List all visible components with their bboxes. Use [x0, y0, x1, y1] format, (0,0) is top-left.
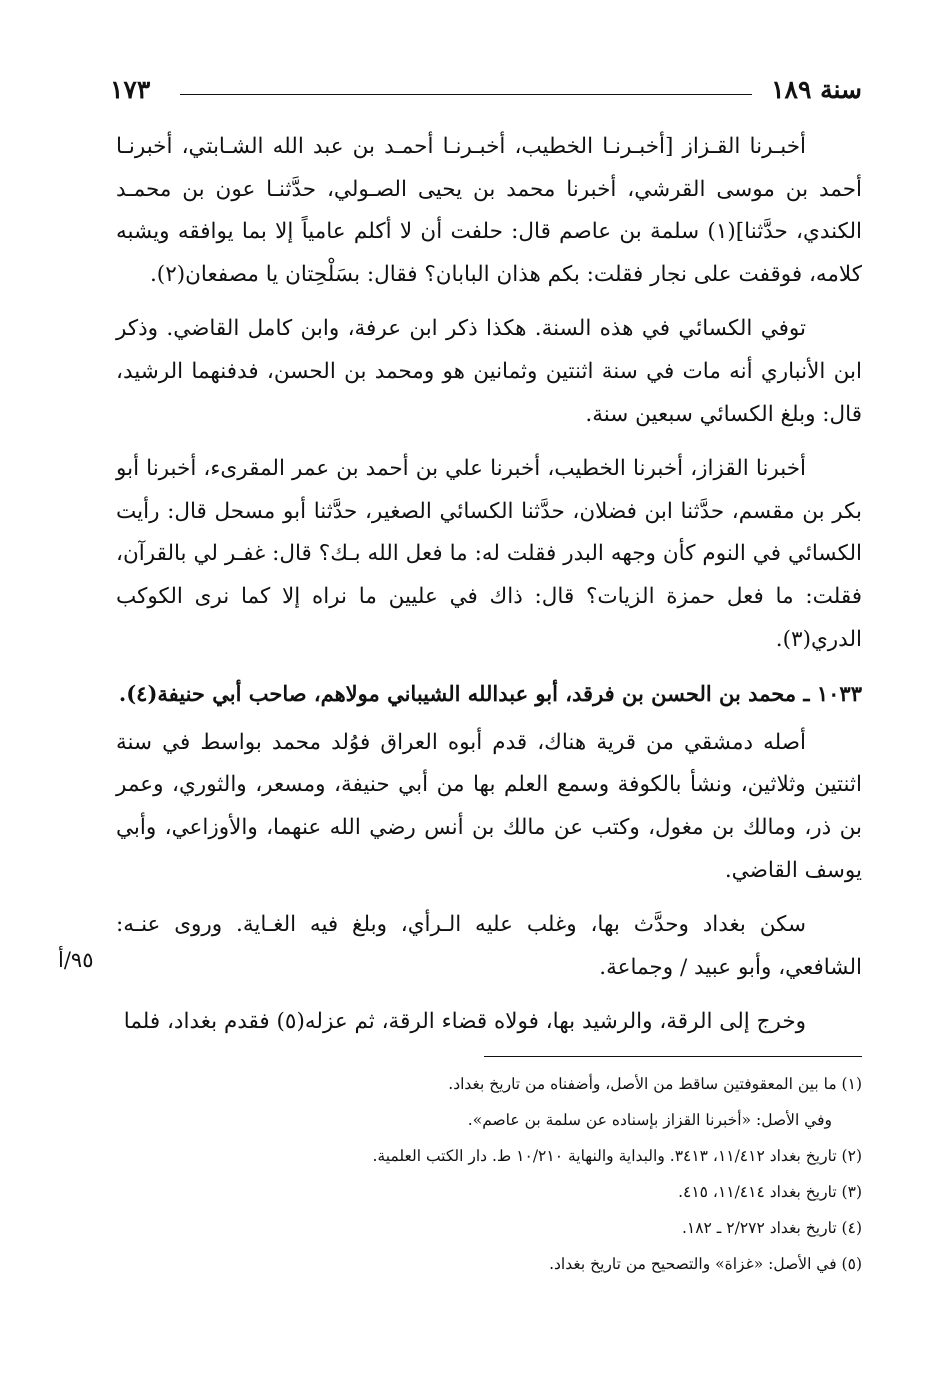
body-text — [116, 126, 862, 1056]
paragraph-3: أخبرنا القزاز، أخبرنا الخطيب، أخبرنا علي بن أحمد بن عمر المقرىء، أخبرنا أبو بكر بن مقسم، حدَّثنا ابن فضلان، حدَّثنا الكسائي الصغير، حدَّثنا أبو مسحل قال: رأيت الكسائي في النوم كأن وجهه البدر فقلت له: ما فعل الله بـك؟ قال: غفـر لي بالقرآن، فقلت: ما فعل حمزة الزيات؟ قال: ذاك في عليين ما نراه إلا كما نرى الكوكب الدري(٣). — [116, 456, 862, 652]
entry-paragraph-3: وخرج إلى الرقة، والرشيد بها، فولاه قضاء الرقة، ثم عزله(٥) فقدم بغداد، فلما — [123, 1009, 806, 1035]
manuscript-folio-note: ٩٥/أ — [58, 948, 94, 972]
footnote-1: (١) ما بين المعقوفتين ساقط من الأصل، وأضفناه من تاريخ بغداد. — [448, 1075, 862, 1093]
paragraph-2: توفي الكسائي في هذه السنة. هكذا ذكر ابن عرفة، وابن كامل القاضي. وذكر ابن الأنباري أنه مات في سنة اثنتين وثمانين هو ومحمد بن الحسن، فدفنهما الرشيد، قال: وبلغ الكسائي سبعين سنة. — [116, 316, 862, 427]
header-rule — [180, 94, 752, 95]
page-number: ١٧٣ — [110, 75, 151, 104]
footnote-4: (٤) تاريخ بغداد ٢/٢٧٢ ـ ١٨٢. — [681, 1219, 862, 1237]
entry-heading: ١٠٣٣ ـ محمد بن الحسن بن فرقد، أبو عبدالله الشيباني مولاهم، صاحب أبي حنيفة(٤). — [118, 681, 862, 707]
entry-paragraph-2: سكن بغداد وحدَّث بها، وغلب عليه الـرأي، وبلغ فيه الغـاية. وروى عنـه: الشافعي، وأبو عبيد / وجماعة. — [116, 912, 862, 980]
footnote-1-continuation: وفي الأصل: «أخبرنا القزاز بإسناده عن سلمة بن عاصم». — [467, 1111, 832, 1129]
paragraph-1: أخبـرنا القـزاز [أخبـرنـا الخطيب، أخبـرنـا أحمـد بن عبد الله الشـابتي، أخبرنـا أحمد بن موسى القرشي، أخبرنا محمد بن يحيى الصـولي، حدَّثنـا عون بن محمـد الكندي، حدَّثنا](١) سلمة بن عاصم قال: حلفت أن لا أكلم عامياً إلا بما يوافقه ويشبه كلامه، فوقفت على نجار فقلت: بكم هذان البابان؟ فقال: بسَلْحِتان يا مصفعان(٢). — [116, 134, 862, 287]
footnote-5: (٥) في الأصل: «غزاة» والتصحيح من تاريخ بغداد. — [549, 1255, 862, 1273]
header-year-label: سنة ١٨٩ — [771, 75, 862, 104]
footnote-rule — [484, 1056, 862, 1057]
footnotes — [116, 1066, 862, 1282]
running-header — [110, 72, 862, 112]
footnote-3: (٣) تاريخ بغداد ١١/٤١٤، ٤١٥. — [678, 1183, 862, 1201]
footnote-2: (٢) تاريخ بغداد ١١/٤١٢، ٣٤١٣. والبداية والنهاية ١٠/٢١٠ ط. دار الكتب العلمية. — [372, 1147, 862, 1165]
entry-paragraph-1: أصله دمشقي من قرية هناك، قدم أبوه العراق فوُلد محمد بواسط في سنة اثنتين وثلاثين، ونشأ بالكوفة وسمع العلم بها من أبي حنيفة، ومسعر، والثوري، وعمر بن ذر، ومالك بن مغول، وكتب عن مالك بن أنس رضي الله عنهما، والأوزاعي، وأبي يوسف القاضي. — [116, 729, 862, 883]
